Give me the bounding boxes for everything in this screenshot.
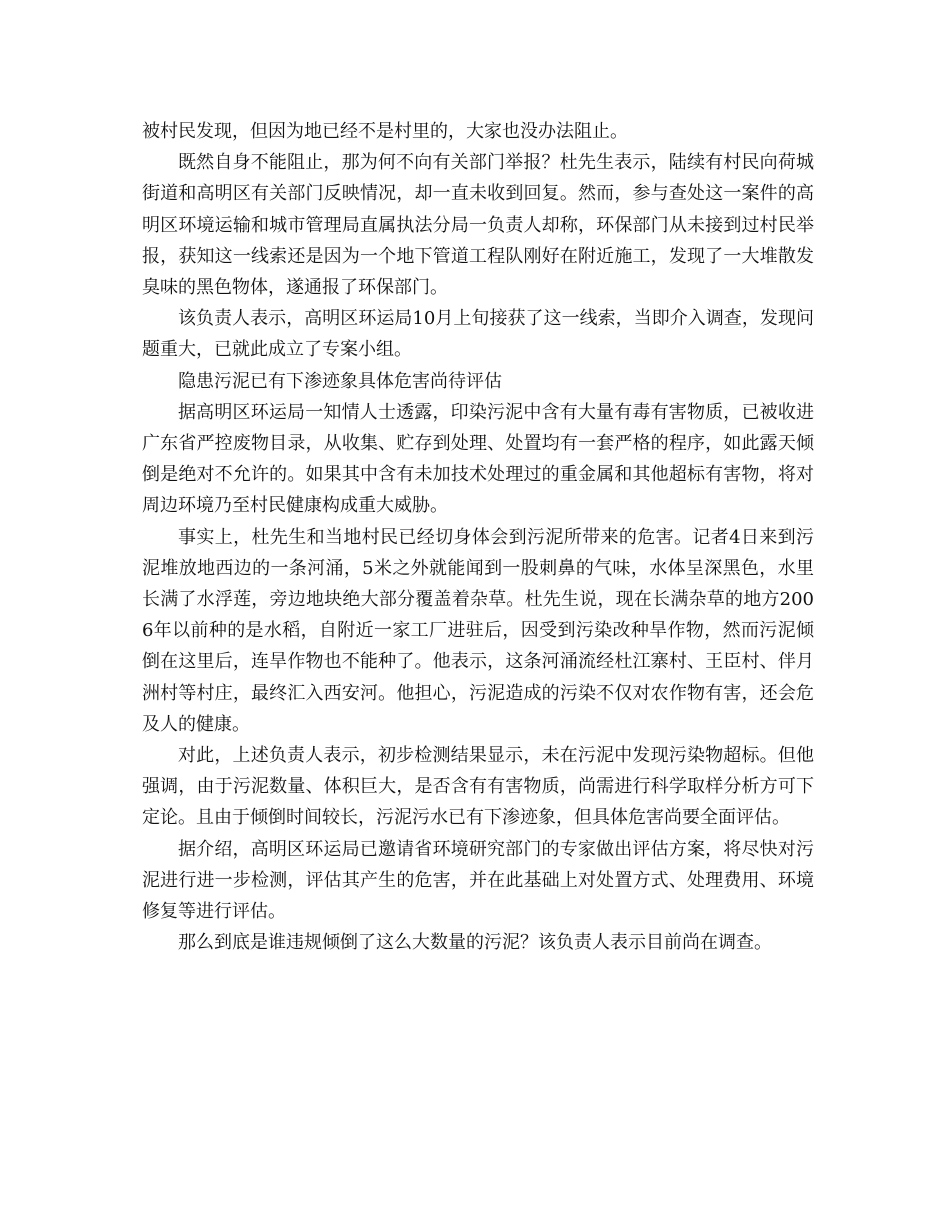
paragraph-hazardous-waste: 据高明区环运局一知情人士透露，印染污泥中含有大量有毒有害物质，已被收进广东省严控废物目录，从收集、贮存到处理、处置均有一套严格的程序，如此露天倾倒是绝对不允许的。如果其中含有未加技术处理过的重金属和其他超标有害物，将对周边环境乃至村民健康构成重大威胁。	[142, 401, 814, 517]
paragraph-report-question: 既然自身不能阻止，那为何不向有关部门举报？杜先生表示，陆续有村民向荷城街道和高明区有关部门反映情况，却一直未收到回复。然而，参与查处这一案件的高明区环境运输和城市管理局直属执法分局一负责人却称，环保部门从未接到过村民举报，获知这一线索还是因为一个地下管道工程队刚好在附近施工，发现了一大堆散发臭味的黑色物体，遂通报了环保部门。	[142, 152, 814, 299]
paragraph-continued: 被村民发现，但因为地已经不是村里的，大家也没办法阻止。	[142, 121, 628, 142]
article-body	[142, 116, 814, 958]
paragraph-task-force: 该负责人表示，高明区环运局10月上旬接获了这一线索，当即介入调查，发现问题重大，已就此成立了专案小组。	[142, 308, 814, 361]
paragraph-investigation: 那么到底是谁违规倾倒了这么大数量的污泥？该负责人表示目前尚在调查。	[178, 932, 772, 954]
section-heading: 隐患污泥已有下渗迹象具体危害尚待评估	[178, 370, 502, 392]
paragraph-initial-test: 对此，上述负责人表示，初步检测结果显示，未在污泥中发现污染物超标。但他强调，由于污泥数量、体积巨大，是否含有有害物质，尚需进行科学取样分析方可下定论。且由于倾倒时间较长，污泥污水已有下渗迹象，但具体危害尚要全面评估。	[142, 745, 814, 829]
paragraph-expert-assessment: 据介绍，高明区环运局已邀请省环境研究部门的专家做出评估方案，将尽快对污泥进行进一步检测，评估其产生的危害，并在此基础上对处置方式、处理费用、环境修复等进行评估。	[142, 838, 814, 923]
paragraph-villager-impact: 事实上，杜先生和当地村民已经切身体会到污泥所带来的危害。记者4日来到污泥堆放地西边的一条河涌，5米之外就能闻到一股刺鼻的气味，水体呈深黑色，水里长满了水浮莲，旁边地块绝大部分覆盖着杂草。杜先生说，现在长满杂草的地方2006年以前种的是水稻，自附近一家工厂进驻后，因受到污染改种旱作物，然而污泥倾倒在这里后，连旱作物也不能种了。他表示，这条河涌流经杜江寨村、王臣村、伴月洲村等村庄，最终汇入西安河。他担心，污泥造成的污染不仅对农作物有害，还会危及人的健康。	[142, 526, 814, 735]
